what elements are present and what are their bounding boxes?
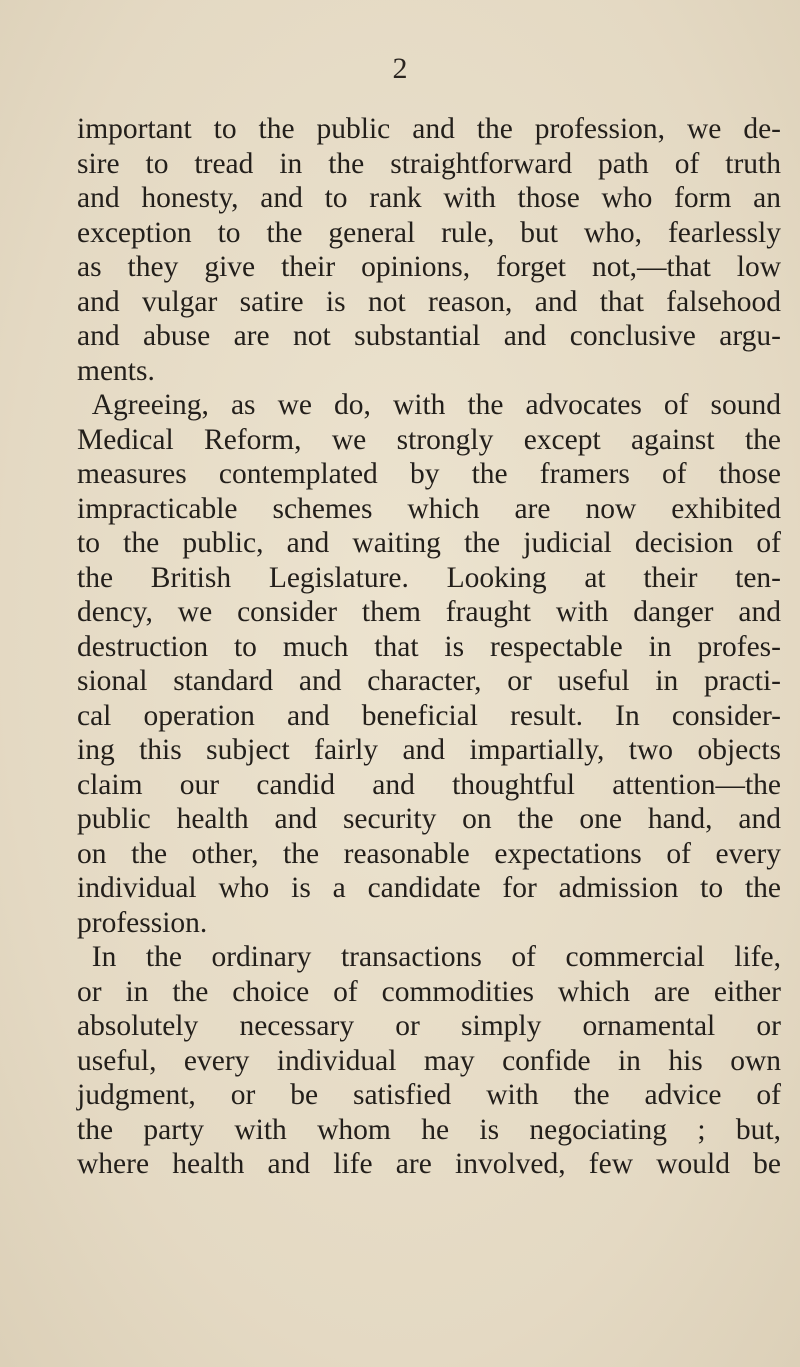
text-line: claim our candid and thoughtful attention—the	[77, 768, 781, 801]
text-line: impracticable schemes which are now exhibited	[77, 492, 781, 525]
text-line: useful, every individual may confide in his own	[77, 1044, 781, 1077]
text-line: as they give their opinions, forget not,—that low	[77, 251, 781, 283]
text-line: exception to the general rule, but who, fearlessly	[77, 216, 781, 249]
page-number: 2	[392, 52, 408, 85]
text-line: sire to tread in the straightforward path of truth	[77, 147, 781, 180]
text-line: where health and life are involved, few would be	[77, 1148, 781, 1180]
paragraph	[77, 388, 781, 940]
paragraph	[77, 112, 781, 388]
text-line: individual who is a candidate for admission to the	[77, 872, 781, 904]
text-line: judgment, or be satisfied with the advice of	[77, 1079, 781, 1111]
text-line: destruction to much that is respectable in profes-	[77, 630, 781, 663]
text-line: In the ordinary transactions of commercial life,	[91, 941, 781, 973]
text-line: public health and security on the one hand, and	[77, 803, 781, 835]
paragraph	[77, 940, 781, 1182]
text-line: the party with whom he is negociating ; but,	[77, 1113, 781, 1146]
text-line: profession.	[77, 906, 208, 939]
text-line: sional standard and character, or useful in practi-	[77, 665, 781, 697]
text-line: on the other, the reasonable expectations of every	[77, 837, 781, 870]
text-line: and honesty, and to rank with those who form an	[77, 182, 781, 214]
text-line: cal operation and beneficial result. In consider-	[77, 699, 781, 732]
text-line: the British Legislature. Looking at their ten-	[77, 561, 781, 594]
text-line: important to the public and the profession, we de-	[77, 113, 781, 145]
text-line: dency, we consider them fraught with danger and	[77, 596, 781, 628]
text-line: and abuse are not substantial and conclusive argu-	[77, 320, 781, 352]
text-line: Medical Reform, we strongly except against the	[77, 423, 781, 456]
text-line: absolutely necessary or simply ornamental or	[77, 1010, 781, 1042]
text-line: or in the choice of commodities which are either	[77, 975, 781, 1008]
body-text	[77, 112, 781, 1182]
text-line: ments.	[77, 354, 155, 387]
text-line: ing this subject fairly and impartially, two objects	[77, 734, 781, 766]
text-line: and vulgar satire is not reason, and that falsehood	[77, 285, 781, 318]
text-line: Agreeing, as we do, with the advocates of sound	[91, 389, 781, 421]
text-line: measures contemplated by the framers of those	[77, 458, 781, 490]
text-line: to the public, and waiting the judicial decision of	[77, 527, 781, 559]
